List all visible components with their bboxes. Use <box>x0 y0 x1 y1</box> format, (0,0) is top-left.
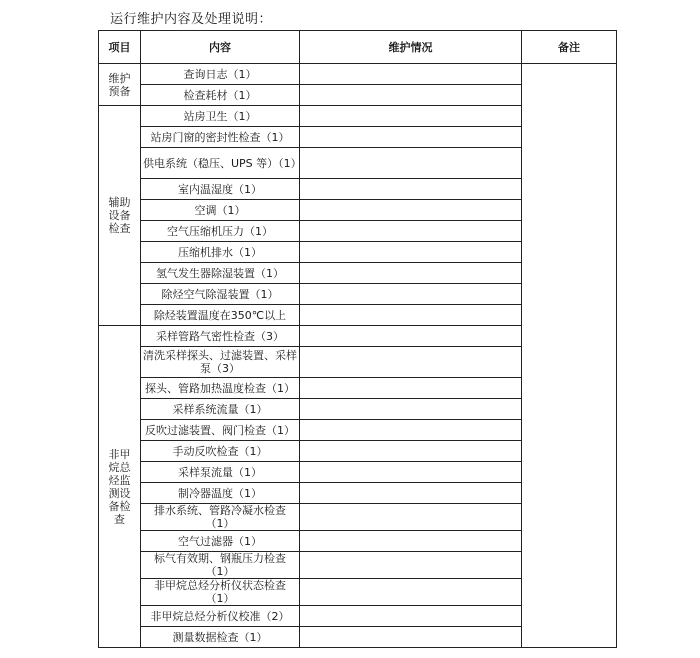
status-cell[interactable] <box>300 179 522 200</box>
content-cell: 空调（1） <box>141 200 300 221</box>
content-cell: 氢气发生器除湿装置（1） <box>141 263 300 284</box>
status-cell[interactable] <box>300 106 522 127</box>
content-cell: 站房卫生（1） <box>141 106 300 127</box>
header-item: 项目 <box>99 31 141 64</box>
content-cell: 压缩机排水（1） <box>141 242 300 263</box>
status-cell[interactable] <box>300 462 522 483</box>
header-status: 维护情况 <box>300 31 522 64</box>
header-remark: 备注 <box>522 31 617 64</box>
content-cell: 非甲烷总烃分析仪状态检查（1） <box>141 579 300 606</box>
maintenance-table <box>98 30 617 648</box>
status-cell[interactable] <box>300 200 522 221</box>
status-cell[interactable] <box>300 399 522 420</box>
status-cell[interactable] <box>300 263 522 284</box>
status-cell[interactable] <box>300 378 522 399</box>
content-cell: 除烃装置温度在350℃以上 <box>141 305 300 326</box>
status-cell[interactable] <box>300 305 522 326</box>
status-cell[interactable] <box>300 221 522 242</box>
status-cell[interactable] <box>300 483 522 504</box>
status-cell[interactable] <box>300 627 522 648</box>
content-cell: 检查耗材（1） <box>141 85 300 106</box>
content-cell: 标气有效期、钢瓶压力检查（1） <box>141 552 300 579</box>
content-cell: 查询日志（1） <box>141 64 300 85</box>
content-cell: 非甲烷总烃分析仪校准（2） <box>141 606 300 627</box>
category-cell: 维护 预备 <box>99 64 141 106</box>
header-content: 内容 <box>141 31 300 64</box>
status-cell[interactable] <box>300 127 522 148</box>
content-cell: 供电系统（稳压、UPS 等）（1） <box>141 148 300 179</box>
category-cell: 非甲 烷总 烃监 测设 备检 查 <box>99 326 141 648</box>
status-cell[interactable] <box>300 552 522 579</box>
content-cell: 站房门窗的密封性检查（1） <box>141 127 300 148</box>
status-cell[interactable] <box>300 606 522 627</box>
content-cell: 空气压缩机压力（1） <box>141 221 300 242</box>
header-row <box>99 31 617 64</box>
status-cell[interactable] <box>300 85 522 106</box>
content-cell: 探头、管路加热温度检查（1） <box>141 378 300 399</box>
content-cell: 室内温湿度（1） <box>141 179 300 200</box>
content-cell: 测量数据检查（1） <box>141 627 300 648</box>
table-row <box>99 64 617 85</box>
status-cell[interactable] <box>300 504 522 531</box>
category-cell: 辅助 设备 检查 <box>99 106 141 326</box>
content-cell: 制冷器温度（1） <box>141 483 300 504</box>
status-cell[interactable] <box>300 284 522 305</box>
content-cell: 采样泵流量（1） <box>141 462 300 483</box>
table-body <box>99 64 617 648</box>
content-cell: 除烃空气除湿装置（1） <box>141 284 300 305</box>
status-cell[interactable] <box>300 148 522 179</box>
content-cell: 采样系统流量（1） <box>141 399 300 420</box>
content-cell: 空气过滤器（1） <box>141 531 300 552</box>
status-cell[interactable] <box>300 347 522 378</box>
status-cell[interactable] <box>300 531 522 552</box>
status-cell[interactable] <box>300 420 522 441</box>
status-cell[interactable] <box>300 326 522 347</box>
content-cell: 排水系统、管路冷凝水检查（1） <box>141 504 300 531</box>
content-cell: 手动反吹检查（1） <box>141 441 300 462</box>
content-cell: 采样管路气密性检查（3） <box>141 326 300 347</box>
status-cell[interactable] <box>300 441 522 462</box>
status-cell[interactable] <box>300 242 522 263</box>
remark-cell[interactable] <box>522 64 617 648</box>
table-caption: 运行维护内容及处理说明： <box>110 12 273 27</box>
content-cell: 清洗采样探头、过滤装置、采样泵（3） <box>141 347 300 378</box>
status-cell[interactable] <box>300 64 522 85</box>
status-cell[interactable] <box>300 579 522 606</box>
content-cell: 反吹过滤装置、阀门检查（1） <box>141 420 300 441</box>
